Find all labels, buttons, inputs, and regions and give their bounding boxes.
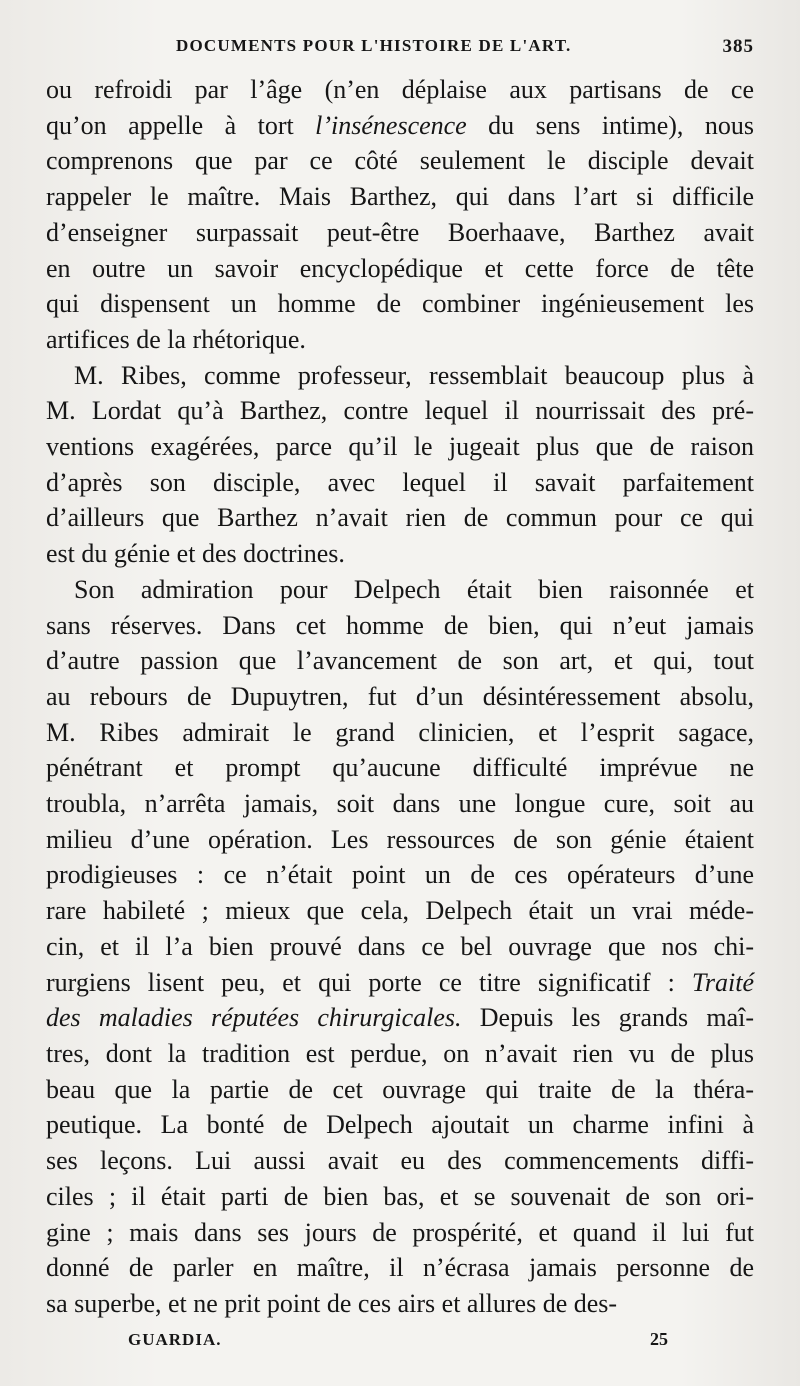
- text-line: d’ailleurs que Barthez n’avait rien de commun pour ce qui: [46, 503, 754, 533]
- text-line: des maladies réputées chirurgicales. Depuis les grands maî-: [46, 1003, 754, 1033]
- text-line: milieu d’une opération. Les ressources de son génie étaient: [46, 824, 754, 854]
- text-line: tres, dont la tradition est perdue, on n’avait rien vu de plus: [46, 1038, 754, 1068]
- italic-text: Traité: [691, 967, 754, 997]
- text-line: cin, et il l’a bien prouvé dans ce bel ouvrage que nos chi-: [46, 931, 754, 961]
- page-number: 385: [722, 36, 754, 57]
- text-line: peutique. La bonté de Delpech ajoutait un charme infini à: [46, 1110, 754, 1140]
- italic-text: des maladies réputées chirurgicales.: [46, 1003, 462, 1033]
- text-line: d’après son disciple, avec lequel il savait parfaitement: [46, 467, 754, 497]
- text-line: rappeler le maître. Mais Barthez, qui dans l’art si difficile: [46, 182, 754, 212]
- text-line: artifices de la rhétorique.: [46, 324, 306, 354]
- text-line: M. Ribes, comme professeur, ressemblait beaucoup plus à: [74, 360, 754, 390]
- text-line: troubla, n’arrêta jamais, soit dans une longue cure, soit au: [46, 789, 754, 819]
- text-line: comprenons que par ce côté seulement le disciple devait: [46, 146, 754, 176]
- text-line: donné de parler en maître, il n’écrasa jamais personne de: [46, 1253, 754, 1283]
- text-line: gine ; mais dans ses jours de prospérité, et quand il lui fut: [46, 1217, 754, 1247]
- text-line: sans réserves. Dans cet homme de bien, qui n’eut jamais: [46, 610, 754, 640]
- text-line: sa superbe, et ne prit point de ces airs et allures de des-: [46, 1288, 618, 1318]
- text-line: ou refroidi par l’âge (n’en déplaise aux partisans de ce: [46, 75, 754, 104]
- text-line: beau que la partie de cet ouvrage qui traite de la théra-: [46, 1074, 754, 1104]
- text-line: rurgiens lisent peu, et qui porte ce titre significatif : Traité: [46, 967, 754, 997]
- text-line: est du génie et des doctrines.: [46, 539, 345, 569]
- text-line: en outre un savoir encyclopédique et cette force de tête: [46, 253, 754, 283]
- printer-signature: GUARDIA.: [128, 1330, 222, 1349]
- text-line: ventions exagérées, parce qu’il le jugeait plus que de raison: [46, 432, 754, 462]
- text-line: rare habileté ; mieux que cela, Delpech était un vrai méde-: [46, 896, 754, 926]
- text-line: ciles ; il était parti de bien bas, et se souvenait de son ori-: [46, 1181, 754, 1211]
- text-line: prodigieuses : ce n’était point un de ces opérateurs d’une: [46, 860, 754, 890]
- body-text: [46, 72, 754, 1322]
- running-title: DOCUMENTS POUR L'HISTOIRE DE L'ART.: [176, 36, 572, 55]
- text-line: qui dispensent un homme de combiner ingénieusement les: [46, 289, 754, 319]
- text-line: M. Lordat qu’à Barthez, contre lequel il nourrissait des pré-: [46, 396, 754, 426]
- text-line: d’enseigner surpassait peut-être Boerhaave, Barthez avait: [46, 217, 754, 247]
- text-line: ses leçons. Lui aussi avait eu des commencements diffi-: [46, 1146, 754, 1176]
- text-line: pénétrant et prompt qu’aucune difficulté imprévue ne: [46, 753, 754, 783]
- italic-text: l’insénescence: [315, 110, 467, 140]
- text-line: M. Ribes admirait le grand clinicien, et l’esprit sagace,: [46, 717, 754, 747]
- text-line: au rebours de Dupuytren, fut d’un désintéressement absolu,: [46, 681, 754, 711]
- text-line: d’autre passion que l’avancement de son art, et qui, tout: [46, 646, 754, 676]
- text-line: qu’on appelle à tort l’insénescence du sens intime), nous: [46, 110, 754, 140]
- running-head: [46, 36, 754, 60]
- signature-number: 25: [650, 1329, 668, 1349]
- text-line: Son admiration pour Delpech était bien raisonnée et: [74, 574, 754, 604]
